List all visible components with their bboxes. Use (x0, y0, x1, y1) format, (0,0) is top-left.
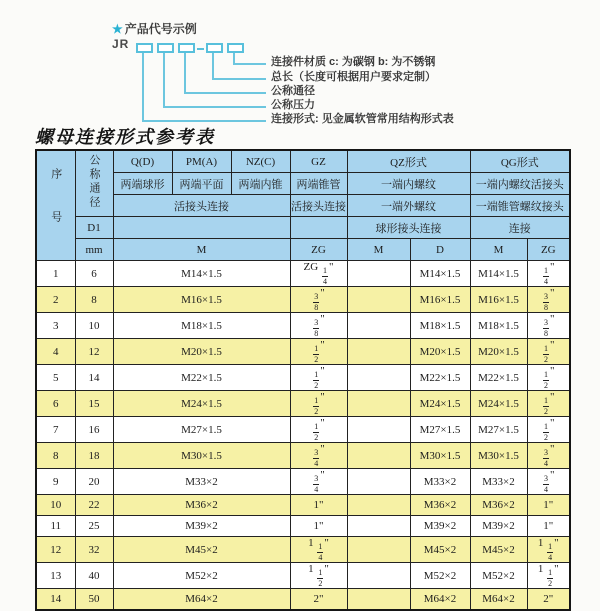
code-box-1 (136, 43, 153, 53)
cell-zg: $\frac{3}{8}$ " (290, 287, 347, 313)
cell-qz-d: M52×2 (410, 563, 470, 589)
cell-qg-zg: 1" (527, 516, 570, 537)
table-row (36, 391, 570, 417)
cell-zg: 1" (290, 516, 347, 537)
table-row (36, 365, 570, 391)
header-gz-joint: 活接头连接 (290, 195, 347, 217)
cell-serial: 9 (36, 469, 75, 495)
cell-qg-zg: 2" (527, 589, 570, 611)
cell-mm: 20 (75, 469, 113, 495)
cell-qz-d: M22×1.5 (410, 365, 470, 391)
cell-qg-m: M45×2 (470, 537, 527, 563)
header-qg-connection: 连接 (470, 217, 570, 239)
cell-qg-zg: 1" (527, 495, 570, 516)
cell-qz-d: M45×2 (410, 537, 470, 563)
cell-serial: 11 (36, 516, 75, 537)
cell-qg-zg: $\frac{3}{4}$ " (527, 443, 570, 469)
code-box-2 (157, 43, 174, 53)
connector-line (233, 63, 266, 65)
cell-m-thread: M33×2 (113, 469, 290, 495)
cell-qg-zg: $\frac{3}{4}$ " (527, 469, 570, 495)
cell-zg: $\frac{1}{2}$ " (290, 339, 347, 365)
table-row (36, 495, 570, 516)
label-connection-form: 连接形式: 见金属软管常用结构形式表 (271, 113, 454, 125)
header-col-nz: NZ(C) (231, 150, 290, 173)
cell-qg-zg: $\frac{1}{2}$ " (527, 391, 570, 417)
header-zg-unit: ZG (290, 239, 347, 261)
cell-qz-d: M16×1.5 (410, 287, 470, 313)
cell-qz-d: M20×1.5 (410, 339, 470, 365)
label-total-length: 总长（长度可根据用户要求定制） (271, 71, 436, 83)
cell-qg-zg: $\frac{1}{2}$ " (527, 339, 570, 365)
cell-qz-d: M64×2 (410, 589, 470, 611)
cell-qz-d: M24×1.5 (410, 391, 470, 417)
cell-qz-m (347, 563, 410, 589)
header-m-unit: M (113, 239, 290, 261)
cell-mm: 14 (75, 365, 113, 391)
cell-m-thread: M18×1.5 (113, 313, 290, 339)
code-dash (197, 48, 204, 50)
cell-serial: 6 (36, 391, 75, 417)
cell-m-thread: M30×1.5 (113, 443, 290, 469)
header-gz-sub: 两端锥管 (290, 173, 347, 195)
header-qg-sub1: 一端内螺纹活接头 (470, 173, 570, 195)
cell-zg: $\frac{3}{4}$ " (290, 469, 347, 495)
cell-qg-m: M39×2 (470, 516, 527, 537)
cell-mm: 22 (75, 495, 113, 516)
cell-zg: 1 $\frac{1}{4}$ " (290, 537, 347, 563)
cell-qz-m (347, 339, 410, 365)
cell-qg-zg: 1 $\frac{1}{2}$ " (527, 563, 570, 589)
cell-serial: 3 (36, 313, 75, 339)
cell-qg-m: M27×1.5 (470, 417, 527, 443)
connector-line (184, 92, 266, 94)
cell-mm: 25 (75, 516, 113, 537)
header-qz-sub2: 一端外螺纹 (347, 195, 470, 217)
cell-mm: 50 (75, 589, 113, 611)
cell-serial: 1 (36, 261, 75, 287)
cell-zg: $\frac{3}{8}$ " (290, 313, 347, 339)
header-col-qz: QZ形式 (347, 150, 470, 173)
header-mm: mm (75, 239, 113, 261)
header-d1: D1 (75, 217, 113, 239)
header-qg-sub2: 一端锥管螺纹接头 (470, 195, 570, 217)
cell-m-thread: M36×2 (113, 495, 290, 516)
table-row (36, 261, 570, 287)
cell-qg-m: M33×2 (470, 469, 527, 495)
header-pm-sub: 两端平面 (172, 173, 231, 195)
cell-qg-m: M22×1.5 (470, 365, 527, 391)
cell-mm: 15 (75, 391, 113, 417)
cell-serial: 10 (36, 495, 75, 516)
cell-zg: $\frac{3}{4}$ " (290, 443, 347, 469)
table-row (36, 537, 570, 563)
cell-mm: 6 (75, 261, 113, 287)
table-header (36, 150, 570, 261)
header-union-joint: 活接头连接 (113, 195, 290, 217)
cell-qz-m (347, 589, 410, 611)
cell-qg-m: M18×1.5 (470, 313, 527, 339)
cell-qz-d: M14×1.5 (410, 261, 470, 287)
cell-serial: 12 (36, 537, 75, 563)
cell-qz-d: M27×1.5 (410, 417, 470, 443)
cell-serial: 8 (36, 443, 75, 469)
cell-m-thread: M52×2 (113, 563, 290, 589)
product-code-prefix: JR (112, 37, 130, 51)
label-nominal-diameter: 公称通径 (271, 85, 315, 97)
cell-mm: 16 (75, 417, 113, 443)
cell-qg-m: M24×1.5 (470, 391, 527, 417)
connector-line (212, 78, 266, 80)
cell-qz-m (347, 313, 410, 339)
table-row (36, 287, 570, 313)
cell-qz-m (347, 287, 410, 313)
cell-qg-zg: $\frac{1}{2}$ " (527, 417, 570, 443)
star-icon: ★ (112, 22, 123, 36)
cell-m-thread: M24×1.5 (113, 391, 290, 417)
cell-qg-m: M30×1.5 (470, 443, 527, 469)
header-col-qd: Q(D) (113, 150, 172, 173)
cell-qg-m: M52×2 (470, 563, 527, 589)
cell-qz-m (347, 495, 410, 516)
cell-qz-d: M30×1.5 (410, 443, 470, 469)
cell-mm: 12 (75, 339, 113, 365)
label-nominal-pressure: 公称压力 (271, 99, 315, 111)
cell-mm: 8 (75, 287, 113, 313)
cell-mm: 32 (75, 537, 113, 563)
cell-zg: $\frac{1}{2}$ " (290, 365, 347, 391)
table-row (36, 563, 570, 589)
diagram-title (112, 20, 197, 37)
cell-zg: 1" (290, 495, 347, 516)
header-serial-number: 序号 (36, 150, 75, 261)
cell-qz-m (347, 469, 410, 495)
cell-qg-zg: $\frac{3}{8}$ " (527, 313, 570, 339)
cell-zg: $\frac{1}{2}$ " (290, 417, 347, 443)
header-qz-d-unit: D (410, 239, 470, 261)
header-qg-m-unit: M (470, 239, 527, 261)
table-row (36, 339, 570, 365)
cell-qz-d: M33×2 (410, 469, 470, 495)
cell-serial: 2 (36, 287, 75, 313)
cell-qz-d: M39×2 (410, 516, 470, 537)
cell-qg-m: M36×2 (470, 495, 527, 516)
table-title: 螺母连接形式参考表 (35, 127, 215, 148)
table-row (36, 516, 570, 537)
cell-qz-d: M18×1.5 (410, 313, 470, 339)
cell-zg: 1 $\frac{1}{2}$ " (290, 563, 347, 589)
label-material: 连接件材质 c: 为碳钢 b: 为不锈钢 (271, 56, 436, 68)
cell-qz-m (347, 391, 410, 417)
cell-qg-m: M16×1.5 (470, 287, 527, 313)
cell-qz-d: M36×2 (410, 495, 470, 516)
table-row (36, 417, 570, 443)
header-qd-sub: 两端球形 (113, 173, 172, 195)
cell-serial: 4 (36, 339, 75, 365)
cell-serial: 5 (36, 365, 75, 391)
connector-line (184, 53, 186, 92)
cell-m-thread: M22×1.5 (113, 365, 290, 391)
cell-qz-m (347, 365, 410, 391)
cell-serial: 7 (36, 417, 75, 443)
cell-qg-m: M64×2 (470, 589, 527, 611)
header-d1-blank-m (113, 217, 290, 239)
cell-zg: ZG $\frac{1}{4}$ " (290, 261, 347, 287)
cell-qg-zg: 1 $\frac{1}{4}$ " (527, 537, 570, 563)
cell-qg-zg: $\frac{1}{2}$ " (527, 365, 570, 391)
cell-mm: 40 (75, 563, 113, 589)
code-box-4 (206, 43, 223, 53)
cell-qz-m (347, 443, 410, 469)
table-body (36, 261, 570, 611)
connector-line (212, 53, 214, 78)
code-box-5 (227, 43, 244, 53)
cell-qg-m: M14×1.5 (470, 261, 527, 287)
cell-qg-zg: $\frac{3}{8}$ " (527, 287, 570, 313)
cell-qz-m (347, 417, 410, 443)
connector-line (163, 106, 266, 108)
cell-qz-m (347, 537, 410, 563)
header-nominal-diameter: 公称通径 (75, 150, 113, 217)
cell-qz-m (347, 261, 410, 287)
header-qz-m-unit: M (347, 239, 410, 261)
cell-m-thread: M27×1.5 (113, 417, 290, 443)
header-d1-blank-gz (290, 217, 347, 239)
header-qz-sub1: 一端内螺纹 (347, 173, 470, 195)
connector-line (142, 53, 144, 120)
cell-zg: 2" (290, 589, 347, 611)
cell-qg-m: M20×1.5 (470, 339, 527, 365)
header-col-gz: GZ (290, 150, 347, 173)
cell-serial: 13 (36, 563, 75, 589)
header-qg-zg-unit: ZG (527, 239, 570, 261)
cell-qg-zg: $\frac{1}{4}$ " (527, 261, 570, 287)
header-nz-sub: 两端内锥 (231, 173, 290, 195)
cell-qz-m (347, 516, 410, 537)
cell-m-thread: M45×2 (113, 537, 290, 563)
cell-m-thread: M64×2 (113, 589, 290, 611)
header-col-pm: PM(A) (172, 150, 231, 173)
cell-m-thread: M14×1.5 (113, 261, 290, 287)
connector-line (142, 120, 266, 122)
header-qz-connection: 球形接头连接 (347, 217, 470, 239)
cell-m-thread: M20×1.5 (113, 339, 290, 365)
cell-m-thread: M16×1.5 (113, 287, 290, 313)
cell-mm: 18 (75, 443, 113, 469)
table-row (36, 469, 570, 495)
cell-mm: 10 (75, 313, 113, 339)
cell-zg: $\frac{1}{2}$ " (290, 391, 347, 417)
nut-connection-table (35, 149, 571, 611)
header-col-qg: QG形式 (470, 150, 570, 173)
diagram-title-text: 产品代号示例 (124, 22, 197, 36)
connector-line (163, 53, 165, 106)
table-row (36, 313, 570, 339)
table-row (36, 589, 570, 611)
connector-line (233, 53, 235, 63)
cell-m-thread: M39×2 (113, 516, 290, 537)
cell-serial: 14 (36, 589, 75, 611)
table-row (36, 443, 570, 469)
code-box-3 (178, 43, 195, 53)
